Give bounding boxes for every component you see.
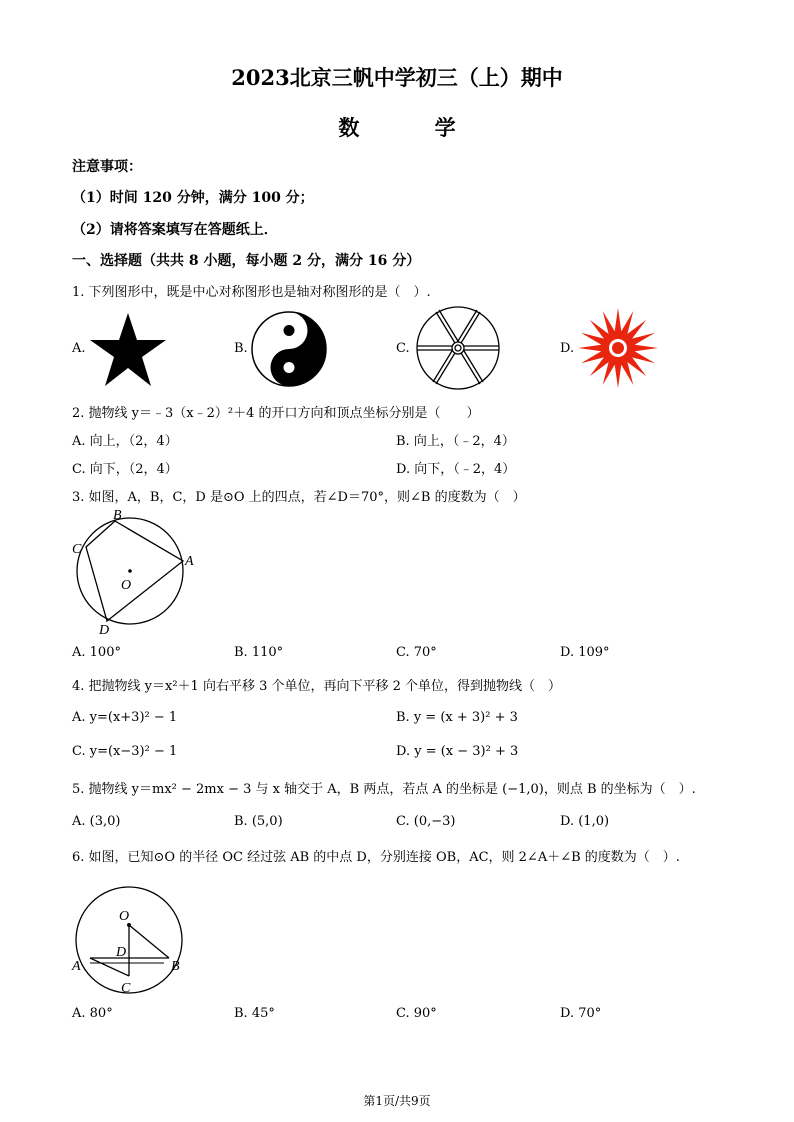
option-text: C. 70°: [396, 645, 437, 660]
point-label: B: [113, 508, 122, 523]
option-text: C. y=(x−3)² − 1: [72, 744, 178, 759]
point-label: D: [99, 623, 110, 638]
option-label: A.: [72, 341, 86, 356]
option-text: D. 109°: [560, 645, 610, 660]
question-stem: 2. 抛物线 y＝﹣3（x﹣2）²＋4 的开口方向和顶点坐标分别是（ ）: [72, 406, 480, 421]
option-text: C. (0,−3): [396, 814, 456, 829]
wheel-figure: [416, 306, 500, 390]
wheel-icon: [417, 307, 499, 389]
option-text: D. y = (x − 3)² + 3: [396, 744, 519, 759]
yin-yang-icon: [252, 312, 326, 386]
option-text: D. 向下，（﹣2，4）: [396, 462, 516, 477]
point-label: D: [116, 945, 127, 960]
option-text: B. 向上，（﹣2，4）: [396, 434, 515, 449]
option-text: D. 70°: [560, 1006, 602, 1021]
question-stem: 3. 如图，A，B，C，D 是⊙O 上的四点，若∠D＝70°，则∠B 的度数为（ ）: [72, 490, 526, 505]
option-text: B. y = (x + 3)² + 3: [396, 710, 518, 725]
point-label: O: [119, 909, 130, 924]
option-text: A. 向上，（2，4）: [72, 434, 178, 449]
question-stem: 5. 抛物线 y＝mx² − 2mx − 3 与 x 轴交于 A，B 两点，若点 A 的坐标是 (−1,0)，则点 B 的坐标为（ ）.: [72, 782, 696, 797]
notice-heading: 注意事项：: [72, 159, 142, 175]
circle-quadrilateral-figure: [70, 508, 200, 638]
option-label: C.: [396, 341, 410, 356]
option-label: B.: [234, 341, 248, 356]
star-figure: [88, 312, 168, 388]
point-label: A: [72, 959, 81, 974]
option-label: D.: [560, 341, 575, 356]
notice-item: （2）请将答案填写在答题纸上．: [72, 222, 278, 238]
section-heading: 一、选择题（共共 8 小题，每小题 2 分，满分 16 分）: [72, 253, 421, 269]
point-label: C: [72, 542, 82, 557]
point-label: B: [171, 959, 180, 974]
option-text: B. 45°: [234, 1006, 275, 1021]
sun-figure: [576, 306, 660, 390]
option-text: A. 80°: [72, 1006, 113, 1021]
question-stem: 1. 下列图形中，既是中心对称图形也是轴对称图形的是（ ）.: [72, 285, 431, 300]
subject-title: 数 学: [338, 115, 490, 140]
yin-yang-figure: [250, 310, 328, 388]
option-text: B. 110°: [234, 645, 284, 660]
option-text: A. (3,0): [72, 814, 121, 829]
point-label: A: [185, 554, 194, 569]
option-text: A. 100°: [72, 645, 121, 660]
question-stem: 4. 把抛物线 y＝x²＋1 向右平移 3 个单位，再向下平移 2 个单位，得到抛物线（ ）: [72, 679, 562, 694]
notice-item: （1）时间 120 分钟，满分 100 分；: [72, 190, 314, 206]
sun-icon: [578, 308, 658, 388]
page-number: 第1页/共9页: [363, 1094, 431, 1108]
point-label: O: [121, 578, 132, 593]
point-label: C: [121, 981, 131, 996]
option-text: B. (5,0): [234, 814, 283, 829]
option-text: D. (1,0): [560, 814, 610, 829]
option-text: A. y=(x+3)² − 1: [72, 710, 178, 725]
page-title: 2023北京三帆中学初三（上）期中: [231, 65, 563, 90]
circle-chord-figure: [68, 880, 192, 998]
option-text: C. 90°: [396, 1006, 437, 1021]
option-text: C. 向下，（2，4）: [72, 462, 178, 477]
question-stem: 6. 如图，已知⊙O 的半径 OC 经过弦 AB 的中点 D，分别连接 OB，AC，则 2∠A＋∠B 的度数为（ ）.: [72, 850, 680, 865]
star-icon: [90, 313, 166, 386]
